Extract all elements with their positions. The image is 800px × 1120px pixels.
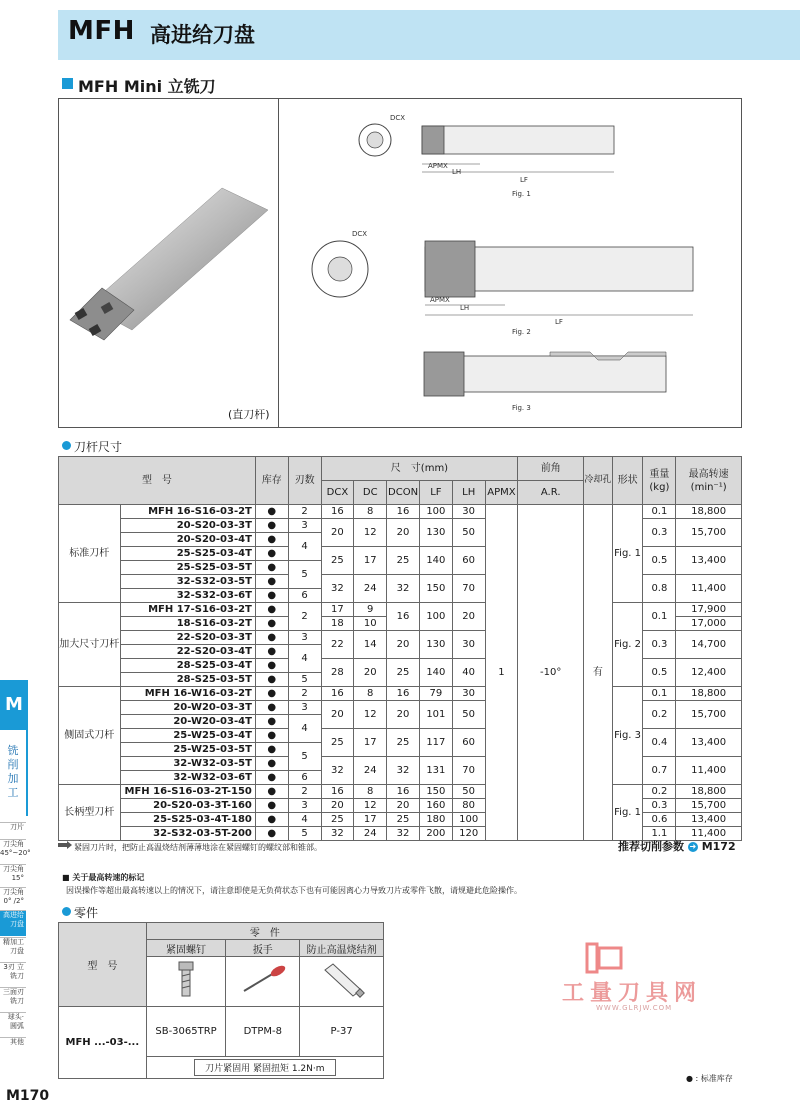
lf-cell: 130 — [419, 519, 452, 547]
stock-dot: ● — [255, 533, 288, 547]
dcx-cell: 25 — [321, 729, 354, 757]
lh-cell: 70 — [452, 757, 485, 785]
stock-dot: ● — [255, 701, 288, 715]
sidebar-item-3flute[interactable]: 3刃 立铣刀 — [0, 962, 26, 986]
table-row-model: 32-W32-03-5T — [120, 757, 255, 771]
stock-dot: ● — [255, 645, 288, 659]
screw-image-cell — [146, 957, 226, 1007]
parts-col-wrench: 扳手 — [226, 940, 300, 957]
antiseize-image-cell — [300, 957, 384, 1007]
table-row-model: 28-S25-03-5T — [120, 673, 255, 687]
shape-cell: Fig. 1 — [612, 505, 643, 603]
fig1-lf-label: LF — [520, 176, 528, 184]
table-row-model: MFH 16-S16-03-2T-150 — [120, 785, 255, 799]
table-row-model: 20-S20-03-3T — [120, 519, 255, 533]
lh-cell: 120 — [452, 827, 485, 841]
weight-cell: 0.2 — [643, 785, 676, 799]
header-speed — [676, 457, 742, 505]
dcon-cell: 16 — [387, 687, 420, 701]
weight-cell: 0.2 — [643, 701, 676, 729]
stock-dot: ● — [255, 617, 288, 631]
dcon-cell: 32 — [387, 757, 420, 785]
table-row-model: 25-S25-03-4T — [120, 547, 255, 561]
parts-antiseize-value: P-37 — [300, 1007, 384, 1057]
dcx-cell: 16 — [321, 505, 354, 519]
teeth-cell: 2 — [288, 687, 321, 701]
teeth-cell: 4 — [288, 533, 321, 561]
parts-table — [58, 922, 384, 1079]
weight-cell: 0.8 — [643, 575, 676, 603]
teeth-cell: 4 — [288, 645, 321, 673]
header-ar: A.R. — [518, 481, 584, 505]
header-model: 型 号 — [59, 457, 256, 505]
parts-col-screw: 紧固螺钉 — [146, 940, 226, 957]
speed-note-title: ■ 关于最高转速的标记 — [62, 873, 145, 882]
lf-cell: 100 — [419, 603, 452, 631]
weight-cell: 0.7 — [643, 757, 676, 785]
stock-dot: ● — [255, 519, 288, 533]
coolant-cell: 有 — [584, 505, 613, 841]
teeth-cell: 2 — [288, 785, 321, 799]
header-lh: LH — [452, 481, 485, 505]
header-coolant: 冷却孔 — [584, 457, 613, 505]
screw-icon — [176, 960, 196, 1000]
holder-section-title: 刀杆尺寸 — [74, 440, 123, 454]
header-speed-label: 最高转速 — [688, 468, 729, 480]
header-shape: 形状 — [612, 457, 643, 505]
dc-cell: 9 — [354, 603, 387, 617]
dcx-cell: 28 — [321, 659, 354, 687]
stock-dot: ● — [255, 799, 288, 813]
speed-cell: 17,000 — [676, 617, 742, 631]
teeth-cell: 3 — [288, 631, 321, 645]
fig2-apmx-label: APMX — [430, 296, 450, 304]
dcx-cell: 32 — [321, 575, 354, 603]
stock-dot: ● — [255, 687, 288, 701]
figure-divider — [278, 98, 279, 428]
parts-model: MFH ...-03-... — [59, 1007, 147, 1079]
lf-cell: 150 — [419, 575, 452, 603]
dcon-cell: 32 — [387, 575, 420, 603]
weight-cell: 0.4 — [643, 729, 676, 757]
category-oversize: 加大尺寸刀杆 — [59, 603, 121, 687]
table-row-model: MFH 17-S16-03-2T — [120, 603, 255, 617]
stock-dot: ● — [255, 547, 288, 561]
shape-cell: Fig. 3 — [612, 687, 643, 785]
lf-cell: 130 — [419, 631, 452, 659]
parts-title: 零件 — [74, 906, 99, 920]
table-row-model: 25-S25-03-5T — [120, 561, 255, 575]
table-row-model: 20-S20-03-4T — [120, 533, 255, 547]
dcx-cell: 20 — [321, 519, 354, 547]
dcon-cell: 25 — [387, 729, 420, 757]
stock-dot: ● — [255, 575, 288, 589]
stock-dot: ● — [255, 827, 288, 841]
lh-cell: 30 — [452, 631, 485, 659]
teeth-cell: 2 — [288, 505, 321, 519]
parts-header: 零 件 — [146, 923, 383, 940]
stock-dot: ● — [255, 813, 288, 827]
header-dcon: DCON — [387, 481, 420, 505]
table-row-model: 22-S20-03-3T — [120, 631, 255, 645]
wrench-icon — [238, 965, 288, 995]
header-dc: DC — [354, 481, 387, 505]
dc-cell: 12 — [354, 701, 387, 729]
dcx-cell: 25 — [321, 813, 354, 827]
stock-dot: ● — [255, 589, 288, 603]
stock-legend: ● : 标准库存 — [686, 1074, 733, 1083]
arrow-right-icon: ➜ — [689, 842, 697, 851]
fig2-caption: Fig. 2 — [512, 328, 531, 336]
torque-row — [146, 1057, 383, 1079]
lf-cell: 100 — [419, 505, 452, 519]
teeth-cell: 6 — [288, 589, 321, 603]
wrench-note-icon — [58, 840, 72, 850]
watermark-name: 工量刀具网 — [562, 981, 703, 1006]
lf-cell: 131 — [419, 757, 452, 785]
stock-dot: ● — [255, 561, 288, 575]
weight-cell: 0.3 — [643, 631, 676, 659]
table-row-model: MFH 16-S16-03-2T — [120, 505, 255, 519]
stock-dot: ● — [255, 603, 288, 617]
speed-cell: 13,400 — [676, 729, 742, 757]
category-long-shank: 长柄型刀杆 — [59, 785, 121, 841]
speed-cell: 15,700 — [676, 701, 742, 729]
lh-cell: 30 — [452, 505, 485, 519]
sidebar-item-high-feed[interactable]: 高进给 刀盘 — [0, 910, 26, 936]
weight-cell: 0.3 — [643, 799, 676, 813]
reference-page: M172 — [701, 840, 736, 853]
dcx-cell: 32 — [321, 757, 354, 785]
dcon-cell: 32 — [387, 827, 420, 841]
dc-cell: 20 — [354, 659, 387, 687]
speed-cell: 14,700 — [676, 631, 742, 659]
dc-cell: 8 — [354, 505, 387, 519]
sidebar-item-0-2[interactable]: 刀尖角 0° /2° — [0, 887, 26, 909]
stock-dot: ● — [255, 715, 288, 729]
table-row-model: 25-W25-03-5T — [120, 743, 255, 757]
speed-cell: 18,800 — [676, 687, 742, 701]
parts-wrench-value: DTPM-8 — [226, 1007, 300, 1057]
dcon-cell: 25 — [387, 659, 420, 687]
dcx-cell: 20 — [321, 701, 354, 729]
lf-cell: 79 — [419, 687, 452, 701]
speed-cell: 17,900 — [676, 603, 742, 617]
speed-cell: 11,400 — [676, 757, 742, 785]
table-row-model: 32-S32-03-5T — [120, 575, 255, 589]
dcon-cell: 16 — [387, 785, 420, 799]
section-tab-milling: 铣 削 加 工 — [0, 730, 28, 816]
dc-cell: 12 — [354, 519, 387, 547]
fig2-dcx-label: DCX — [352, 230, 368, 238]
category-standard: 标准刀杆 — [59, 505, 121, 603]
weight-cell: 0.5 — [643, 547, 676, 575]
shape-cell: Fig. 2 — [612, 603, 643, 687]
dc-cell: 12 — [354, 799, 387, 813]
speed-cell: 12,400 — [676, 659, 742, 687]
speed-note-text: 因误操作等超出最高转速以上的情况下，请注意即使是无负荷状态下也有可能因离心力导致刀片或零件飞散，请规避此危险操作。 — [66, 886, 522, 895]
teeth-cell: 5 — [288, 827, 321, 841]
page-number: M170 — [6, 1088, 50, 1104]
lh-cell: 60 — [452, 729, 485, 757]
dc-cell: 24 — [354, 757, 387, 785]
stock-dot: ● — [255, 785, 288, 799]
torque-note: 刀片紧固用 紧固扭矩 1.2N·m — [194, 1059, 335, 1076]
dc-cell: 14 — [354, 631, 387, 659]
parts-bullet-icon — [62, 907, 71, 916]
dcon-cell: 20 — [387, 519, 420, 547]
category-side-lock: 侧固式刀杆 — [59, 687, 121, 785]
lh-cell: 70 — [452, 575, 485, 603]
dcon-cell: 25 — [387, 813, 420, 827]
lf-cell: 101 — [419, 701, 452, 729]
section-title: MFH Mini 立铣刀 — [78, 77, 216, 96]
dcx-cell: 25 — [321, 547, 354, 575]
shape-cell: Fig. 1 — [612, 785, 643, 841]
lf-cell: 200 — [419, 827, 452, 841]
fig2-lf-label: LF — [555, 318, 563, 326]
table-row-model: 32-S32-03-6T — [120, 589, 255, 603]
clamp-note: 紧固刀片时，把防止高温烧结剂薄薄地涂在紧固螺钉的螺纹部和锥部。 — [74, 843, 322, 852]
fig1-apmx-label: APMX — [428, 162, 448, 170]
header-dims: 尺 寸(mm) — [321, 457, 518, 481]
watermark-url: WWW.GLRJW.COM — [596, 1004, 673, 1012]
lh-cell: 60 — [452, 547, 485, 575]
lf-cell: 160 — [419, 799, 452, 813]
cutting-reference[interactable] — [618, 838, 736, 854]
page-subtitle: 高进给刀盘 — [150, 23, 255, 47]
wrench-image-cell — [226, 957, 300, 1007]
lh-cell: 40 — [452, 659, 485, 687]
header-rake: 前角 — [518, 457, 584, 481]
watermark-logo-icon — [585, 942, 625, 974]
weight-cell: 0.3 — [643, 519, 676, 547]
teeth-cell: 3 — [288, 799, 321, 813]
speed-cell: 11,400 — [676, 827, 742, 841]
fig1-drawing — [350, 112, 640, 200]
speed-cell: 18,800 — [676, 785, 742, 799]
weight-cell: 0.1 — [643, 505, 676, 519]
dcx-cell: 16 — [321, 785, 354, 799]
weight-cell: 0.1 — [643, 687, 676, 701]
lf-cell: 140 — [419, 659, 452, 687]
table-row-model: 20-S20-03-3T-160 — [120, 799, 255, 813]
dc-cell: 8 — [354, 687, 387, 701]
stock-dot: ● — [255, 659, 288, 673]
table-row-model: 22-S20-03-4T — [120, 645, 255, 659]
lf-cell: 180 — [419, 813, 452, 827]
teeth-cell: 5 — [288, 673, 321, 687]
holder-table — [58, 456, 742, 841]
sidebar-item-side[interactable]: 三面刃 铣刀 — [0, 987, 26, 1011]
dcon-cell: 20 — [387, 631, 420, 659]
teeth-cell: 6 — [288, 771, 321, 785]
header-weight: 重量(kg) — [643, 457, 676, 505]
dcx-cell: 17 — [321, 603, 354, 617]
fig1-lh-label: LH — [452, 168, 462, 176]
parts-screw-value: SB-3065TRP — [146, 1007, 226, 1057]
section-tab-m[interactable]: M — [0, 680, 28, 730]
table-row-model: 28-S25-03-4T — [120, 659, 255, 673]
lh-cell: 20 — [452, 603, 485, 631]
fig1-caption: Fig. 1 — [512, 190, 531, 198]
fig3-caption: Fig. 3 — [512, 404, 531, 412]
dc-cell: 24 — [354, 575, 387, 603]
lh-cell: 80 — [452, 799, 485, 813]
fig3-drawing — [420, 348, 680, 400]
tube-icon — [317, 962, 367, 998]
sidebar-item-finishing[interactable]: 精加工 刀盘 — [0, 937, 26, 961]
teeth-cell: 5 — [288, 561, 321, 589]
lf-cell: 140 — [419, 547, 452, 575]
lf-cell: 117 — [419, 729, 452, 757]
dc-cell: 8 — [354, 785, 387, 799]
stock-dot: ● — [255, 743, 288, 757]
teeth-cell: 2 — [288, 603, 321, 631]
table-row-model: 20-W20-03-4T — [120, 715, 255, 729]
dc-cell: 24 — [354, 827, 387, 841]
sidebar-item-45-20[interactable]: 刀尖角 45°~20° — [0, 839, 26, 863]
dc-cell: 10 — [354, 617, 387, 631]
parts-model-header: 型 号 — [59, 923, 147, 1007]
table-row-model: 20-W20-03-3T — [120, 701, 255, 715]
lh-cell: 50 — [452, 519, 485, 547]
lh-cell: 100 — [452, 813, 485, 827]
dc-cell: 17 — [354, 813, 387, 827]
straight-shank-label: (直刀杆) — [228, 408, 270, 421]
header-speed-unit: (min⁻¹) — [690, 481, 727, 493]
speed-cell: 18,800 — [676, 505, 742, 519]
sidebar-item-15[interactable]: 刀尖角 15° — [0, 864, 26, 886]
weight-cell: 0.6 — [643, 813, 676, 827]
table-row-model: 18-S16-03-2T — [120, 617, 255, 631]
weight-cell: 1.1 — [643, 827, 676, 841]
table-row-model: MFH 16-W16-03-2T — [120, 687, 255, 701]
table-row-model: 25-S25-03-4T-180 — [120, 813, 255, 827]
dcon-cell: 20 — [387, 799, 420, 813]
stock-dot: ● — [255, 771, 288, 785]
stock-dot: ● — [255, 505, 288, 519]
section-square-icon — [62, 78, 73, 89]
header-stock: 库存 — [255, 457, 288, 505]
teeth-cell: 3 — [288, 701, 321, 715]
header-dcx: DCX — [321, 481, 354, 505]
dcx-cell: 32 — [321, 827, 354, 841]
dcx-cell: 18 — [321, 617, 354, 631]
speed-note-title-text: 关于最高转速的标记 — [72, 873, 145, 882]
stock-dot: ● — [255, 757, 288, 771]
teeth-cell: 4 — [288, 813, 321, 827]
dcx-cell: 16 — [321, 687, 354, 701]
stock-dot: ● — [255, 729, 288, 743]
sidebar-item-insert[interactable]: 刀片 — [0, 822, 26, 838]
sidebar-item-ball[interactable]: 球头· 圆弧 — [0, 1012, 26, 1036]
lh-cell: 50 — [452, 785, 485, 799]
fig2-lh-label: LH — [460, 304, 470, 312]
page-title: MFH — [68, 16, 135, 46]
dc-cell: 17 — [354, 547, 387, 575]
tool-photo-image — [62, 180, 276, 360]
speed-cell: 15,700 — [676, 799, 742, 813]
stock-dot: ● — [255, 673, 288, 687]
teeth-cell: 4 — [288, 715, 321, 743]
weight-cell: 0.5 — [643, 659, 676, 687]
table-row-model: 32-S32-03-5T-200 — [120, 827, 255, 841]
weight-cell: 0.1 — [643, 603, 676, 631]
teeth-cell: 3 — [288, 519, 321, 533]
speed-cell: 13,400 — [676, 547, 742, 575]
dcx-cell: 22 — [321, 631, 354, 659]
holder-bullet-icon — [62, 441, 71, 450]
dcx-cell: 20 — [321, 799, 354, 813]
dc-cell: 17 — [354, 729, 387, 757]
speed-cell: 15,700 — [676, 519, 742, 547]
header-teeth: 刃数 — [288, 457, 321, 505]
dcon-cell: 16 — [387, 505, 420, 519]
header-lf: LF — [419, 481, 452, 505]
sidebar-item-other[interactable]: 其他 — [0, 1037, 26, 1053]
dcon-cell: 16 — [387, 603, 420, 631]
lf-cell: 150 — [419, 785, 452, 799]
stock-dot: ● — [255, 631, 288, 645]
header-apmx: APMX — [485, 481, 518, 505]
table-row-model: 25-W25-03-4T — [120, 729, 255, 743]
speed-cell: 11,400 — [676, 575, 742, 603]
reference-label: 推荐切削参数 — [618, 840, 684, 853]
parts-col-antiseize: 防止高温烧结剂 — [300, 940, 384, 957]
dcon-cell: 20 — [387, 701, 420, 729]
table-row-model: 32-W32-03-6T — [120, 771, 255, 785]
lh-cell: 50 — [452, 701, 485, 729]
teeth-cell: 5 — [288, 743, 321, 771]
ar-cell: -10° — [518, 505, 584, 841]
speed-cell: 13,400 — [676, 813, 742, 827]
fig2-drawing — [305, 225, 705, 325]
fig1-dcx-label: DCX — [390, 114, 406, 122]
apmx-cell: 1 — [485, 505, 518, 841]
dcon-cell: 25 — [387, 547, 420, 575]
lh-cell: 30 — [452, 687, 485, 701]
